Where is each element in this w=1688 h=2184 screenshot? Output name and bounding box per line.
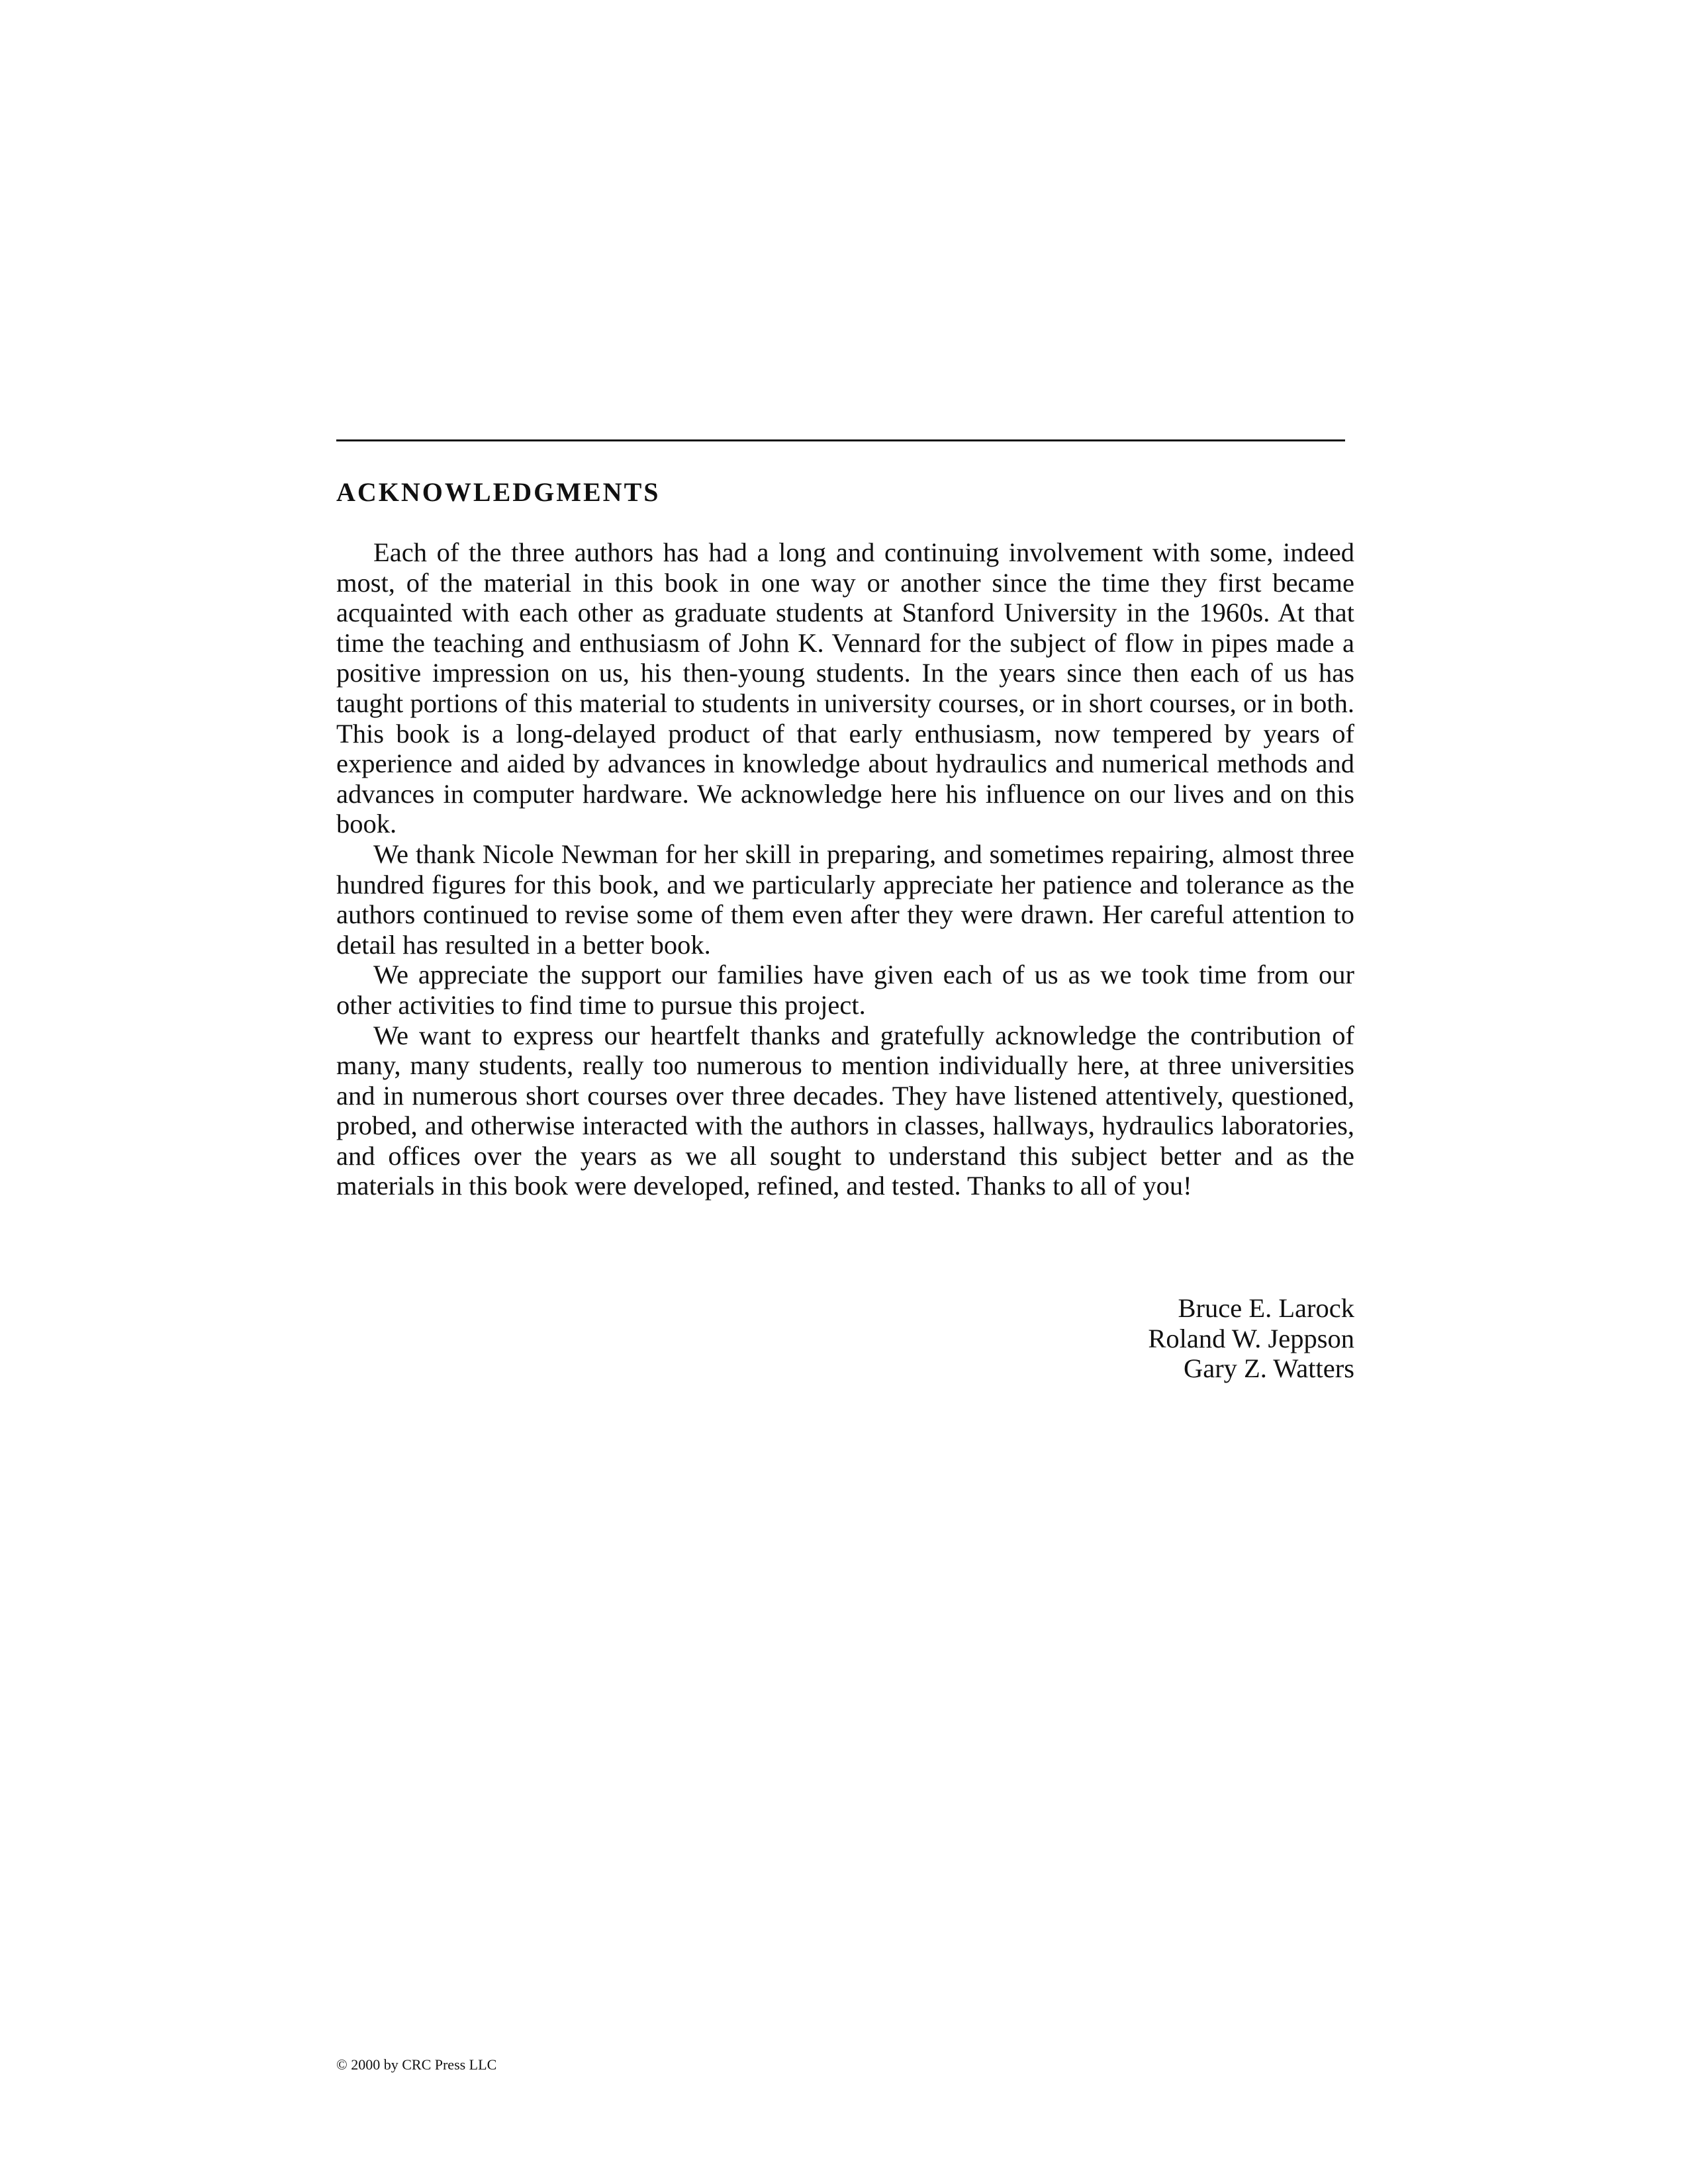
paragraph: Each of the three authors has had a long and continuing involvement with some, indeed most, of the material in this book in one way or another since the time they first became acquainted with each other as graduate students at Stanford University in the 1960s. At that time the teaching and enthusiasm of John K. Vennard for the subject of flow in pipes made a positive impression on us, his then-young students. In the years since then each of us has taught portions of this material to students in university courses, or in short courses, or in both. This book is a long-delayed product of that early enthusiasm, now tempered by years of experience and aided by advances in knowledge about hydraulics and numerical methods and advances in computer hardware. We acknowledge here his influence on our lives and on this book.: [336, 537, 1354, 839]
paragraph: We want to express our heartfelt thanks and gratefully acknowledge the contribution of many, many students, really too numerous to mention individually here, at three universities and in numerous short courses over three decades. They have listened attentively, questioned, probed, and otherwise interacted with the authors in classes, hallways, hydraulics laboratories, and offices over the years as we all sought to understand this subject better and as the materials in this book were developed, refined, and tested. Thanks to all of you!: [336, 1020, 1354, 1201]
author-name: Gary Z. Watters: [1183, 1353, 1354, 1384]
header-rule: [336, 439, 1345, 441]
paragraph: We thank Nicole Newman for her skill in preparing, and sometimes repairing, almost three hundred figures for this book, and we particularly appreciate her patience and tolerance as the authors continued to revise some of them even after they were drawn. Her careful attention to detail has resulted in a better book.: [336, 839, 1354, 960]
author-signature-block: [993, 1293, 1354, 1384]
section-heading: ACKNOWLEDGMENTS: [336, 477, 661, 507]
author-name: Roland W. Jeppson: [1148, 1323, 1354, 1353]
acknowledgments-body: [336, 537, 1354, 1201]
author-name: Bruce E. Larock: [1178, 1293, 1354, 1323]
copyright-notice: © 2000 by CRC Press LLC: [336, 2056, 497, 2073]
paragraph: We appreciate the support our families have given each of us as we took time from our other activities to find time to pursue this project.: [336, 960, 1354, 1020]
